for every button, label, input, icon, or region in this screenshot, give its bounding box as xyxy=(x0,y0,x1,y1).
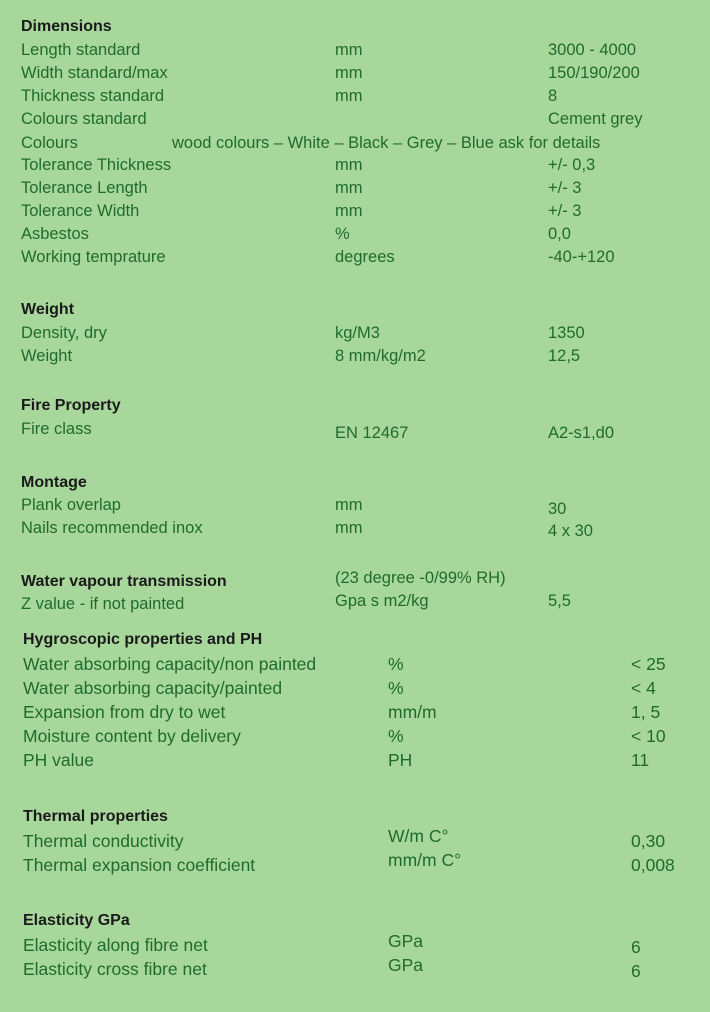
row-unit: mm xyxy=(335,202,363,220)
row-unit: mm xyxy=(335,519,363,537)
section-title-dimensions: Dimensions xyxy=(21,18,112,35)
row-value: 11 xyxy=(631,750,650,770)
row-value: 5,5 xyxy=(548,592,571,610)
row-unit: GPa xyxy=(388,931,424,951)
row-unit: kg/M3 xyxy=(335,324,380,342)
row-value: 4 x 30 xyxy=(548,522,593,540)
row-value: A2-s1,d0 xyxy=(548,424,615,442)
row-unit: PH xyxy=(388,750,413,770)
row-value: 150/190/200 xyxy=(548,64,640,82)
row-unit: mm xyxy=(335,179,363,197)
row-label: Tolerance Thickness xyxy=(21,156,172,174)
row-label: Z value - if not painted xyxy=(21,595,185,613)
row-label: Fire class xyxy=(21,420,92,438)
row-label: Plank overlap xyxy=(21,496,121,514)
row-label: Moisture content by delivery xyxy=(23,726,241,746)
row-value: < 4 xyxy=(631,678,656,698)
row-label: Water absorbing capacity/non painted xyxy=(23,654,317,674)
section-title-elasticity: Elasticity GPa xyxy=(23,912,130,929)
row-value: +/- 0,3 xyxy=(548,156,596,174)
row-value: +/- 3 xyxy=(548,202,582,220)
row-value: 0,008 xyxy=(631,855,675,875)
row-value: 30 xyxy=(548,500,567,518)
row-label: Working temprature xyxy=(21,248,166,266)
row-unit: mm xyxy=(335,496,363,514)
row-unit: W/m C° xyxy=(388,826,449,846)
row-label: Asbestos xyxy=(21,225,89,243)
section-title-weight: Weight xyxy=(21,301,75,318)
section-title-thermal: Thermal properties xyxy=(23,808,168,825)
row-value: 0,30 xyxy=(631,831,666,851)
section-title-montage: Montage xyxy=(21,474,87,491)
row-value: 1350 xyxy=(548,324,585,342)
row-value: < 10 xyxy=(631,726,666,746)
row-unit: mm xyxy=(335,87,363,105)
row-value: -40-+120 xyxy=(548,248,615,266)
row-label: Weight xyxy=(21,347,73,365)
row-unit: mm/m C° xyxy=(388,850,462,870)
row-label: Elasticity cross fibre net xyxy=(23,959,207,979)
row-unit: mm xyxy=(335,41,363,59)
row-unit: % xyxy=(388,654,404,674)
row-label: Width standard/max xyxy=(21,64,168,82)
row-label: Thickness standard xyxy=(21,87,165,105)
row-unit: GPa xyxy=(388,955,424,975)
row-value: 1, 5 xyxy=(631,702,661,722)
row-label: Thermal expansion coefficient xyxy=(23,855,256,875)
colours-detail: wood colours – White – Black – Grey – Blue ask for details xyxy=(172,134,601,152)
row-label: Elasticity along fibre net xyxy=(23,935,208,955)
row-value: 0,0 xyxy=(548,225,571,243)
row-value: 6 xyxy=(631,937,641,957)
row-label: Water absorbing capacity/painted xyxy=(23,678,283,698)
row-unit: mm xyxy=(335,156,363,174)
row-value: 3000 - 4000 xyxy=(548,41,637,59)
row-unit: EN 12467 xyxy=(335,424,409,442)
row-unit: % xyxy=(388,678,404,698)
row-label: Expansion from dry to wet xyxy=(23,702,226,722)
section-title-hygro: Hygroscopic properties and PH xyxy=(23,631,263,648)
row-unit: mm xyxy=(335,64,363,82)
row-label: Tolerance Length xyxy=(21,179,148,197)
vapour-note: (23 degree -0/99% RH) xyxy=(335,569,506,587)
row-label: Density, dry xyxy=(21,324,107,342)
row-unit: 8 mm/kg/m2 xyxy=(335,347,426,365)
row-unit: degrees xyxy=(335,248,395,266)
row-unit: Gpa s m2/kg xyxy=(335,592,429,610)
row-label: Colours standard xyxy=(21,110,147,128)
row-value: < 25 xyxy=(631,654,666,674)
row-unit: mm/m xyxy=(388,702,437,722)
row-label: Colours xyxy=(21,134,78,152)
row-label: PH value xyxy=(23,750,95,770)
section-title-vapour: Water vapour transmission xyxy=(21,573,227,590)
row-value: +/- 3 xyxy=(548,179,582,197)
section-title-fire: Fire Property xyxy=(21,397,121,414)
row-value: 12,5 xyxy=(548,347,581,365)
row-value: 6 xyxy=(631,961,641,981)
row-value: 8 xyxy=(548,87,558,105)
row-unit: % xyxy=(388,726,404,746)
row-label: Length standard xyxy=(21,41,141,59)
row-unit: % xyxy=(335,225,350,243)
row-label: Tolerance Width xyxy=(21,202,140,220)
row-value: Cement grey xyxy=(548,110,643,128)
row-label: Nails recommended inox xyxy=(21,519,203,537)
row-label: Thermal conductivity xyxy=(23,831,184,851)
